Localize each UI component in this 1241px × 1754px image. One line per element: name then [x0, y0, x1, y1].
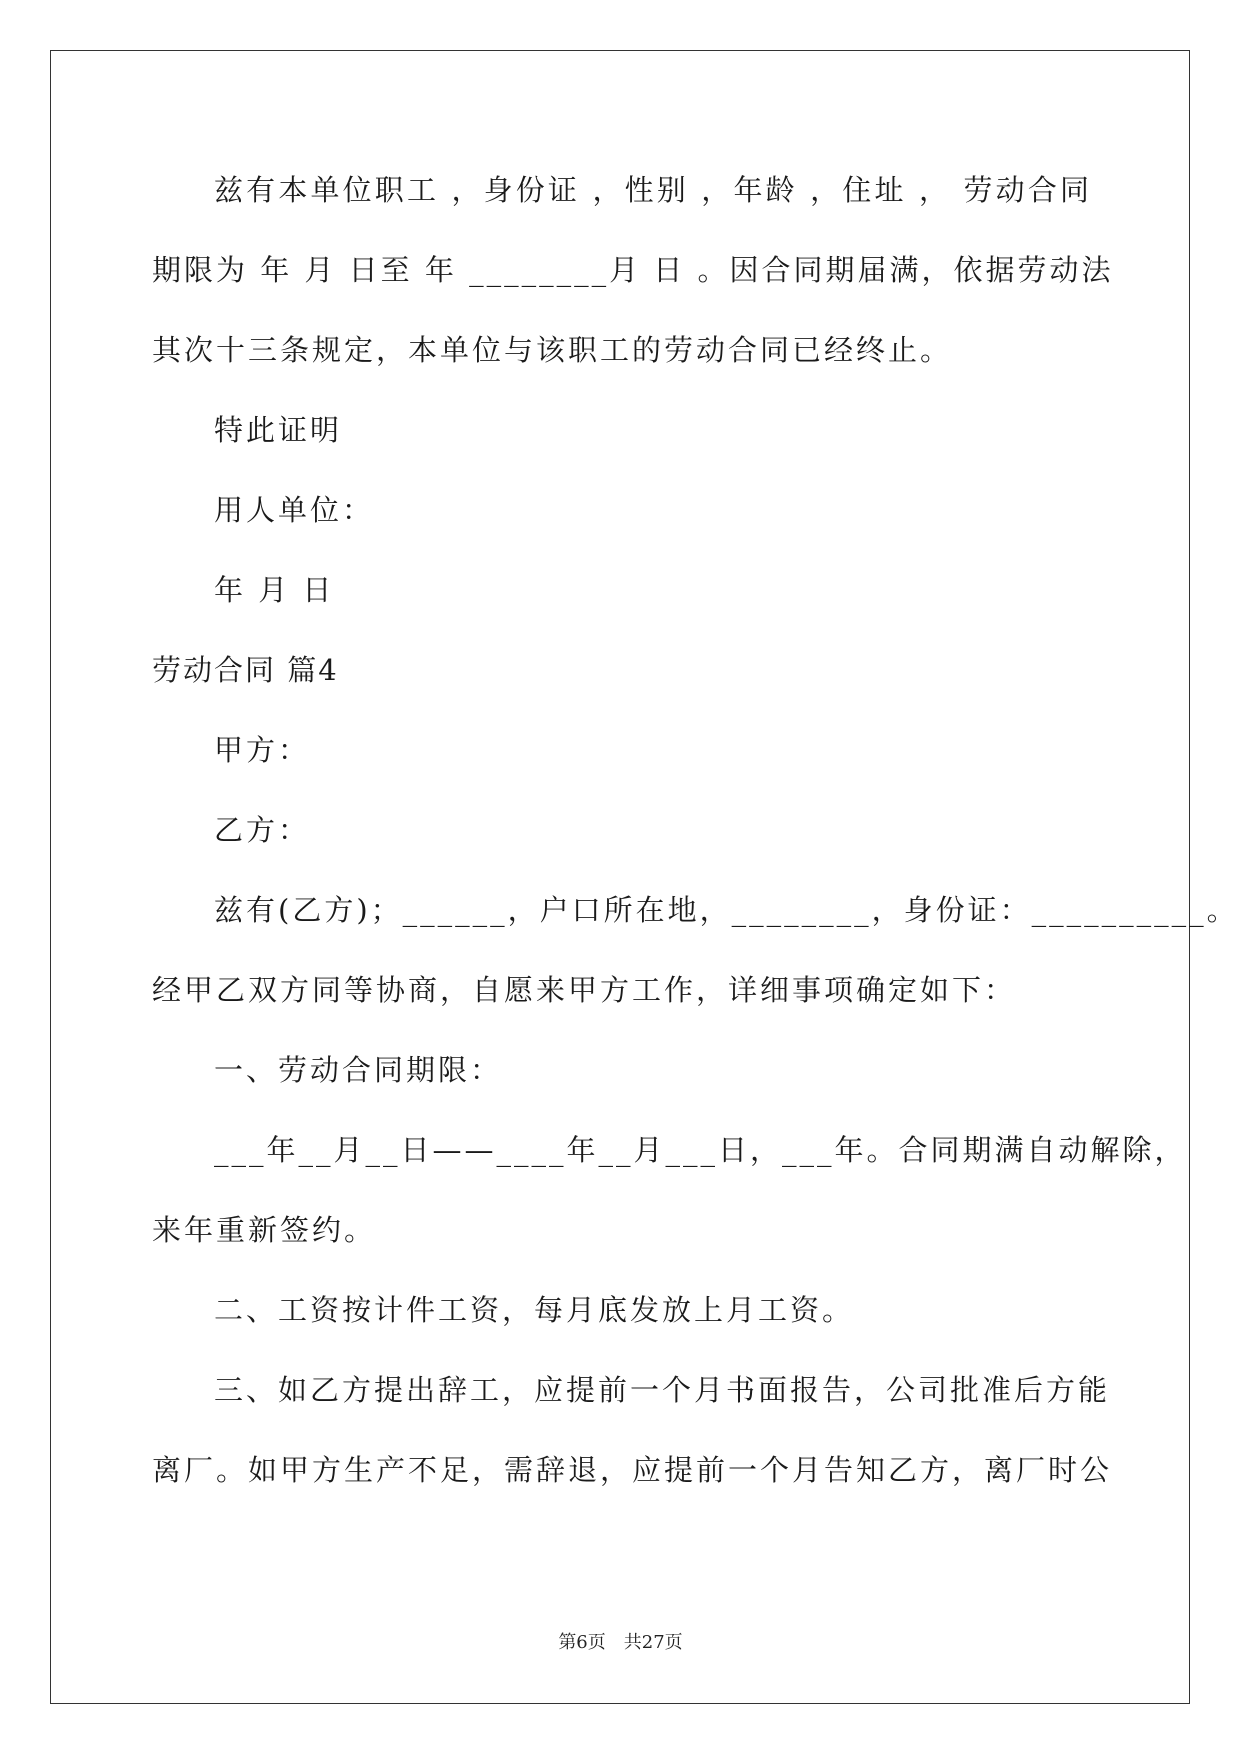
- text-line: 用人单位：: [214, 493, 375, 527]
- document-body: [152, 150, 1239, 1510]
- text-line: ___年__月__日——____年__月___日，___年。合同期满自动解除，: [214, 1133, 1187, 1167]
- text-line: 特此证明: [214, 413, 343, 447]
- text-line: 兹有(乙方)；______，户口所在地，________，身份证：__________。: [214, 893, 1239, 927]
- text-line: 甲方：: [214, 733, 311, 767]
- section-heading: 劳动合同 篇4: [152, 653, 339, 687]
- text-line: 经甲乙双方同等协商，自愿来甲方工作，详细事项确定如下：: [152, 973, 1017, 1007]
- text-line: 期限为 年 月 日至 年 ________月 日 。因合同期届满，依据劳动法: [152, 253, 1114, 287]
- text-line: 二、工资按计件工资，每月底发放上月工资。: [214, 1293, 855, 1327]
- text-line: 一、劳动合同期限：: [214, 1053, 503, 1087]
- page-number-footer: 第6页 共27页: [558, 1632, 683, 1653]
- text-line: 乙方：: [214, 813, 311, 847]
- text-line: 三、如乙方提出辞工，应提前一个月书面报告，公司批准后方能: [214, 1373, 1111, 1407]
- text-line: 离厂。如甲方生产不足，需辞退，应提前一个月告知乙方，离厂时公: [152, 1453, 1113, 1487]
- text-line: 年 月 日: [214, 573, 335, 607]
- text-line: 来年重新签约。: [152, 1213, 377, 1247]
- text-line: 兹有本单位职工 ，身份证 ，性别 ，年龄 ，住址 ， 劳动合同: [214, 173, 1092, 207]
- text-line: 其次十三条规定，本单位与该职工的劳动合同已经终止。: [152, 333, 953, 367]
